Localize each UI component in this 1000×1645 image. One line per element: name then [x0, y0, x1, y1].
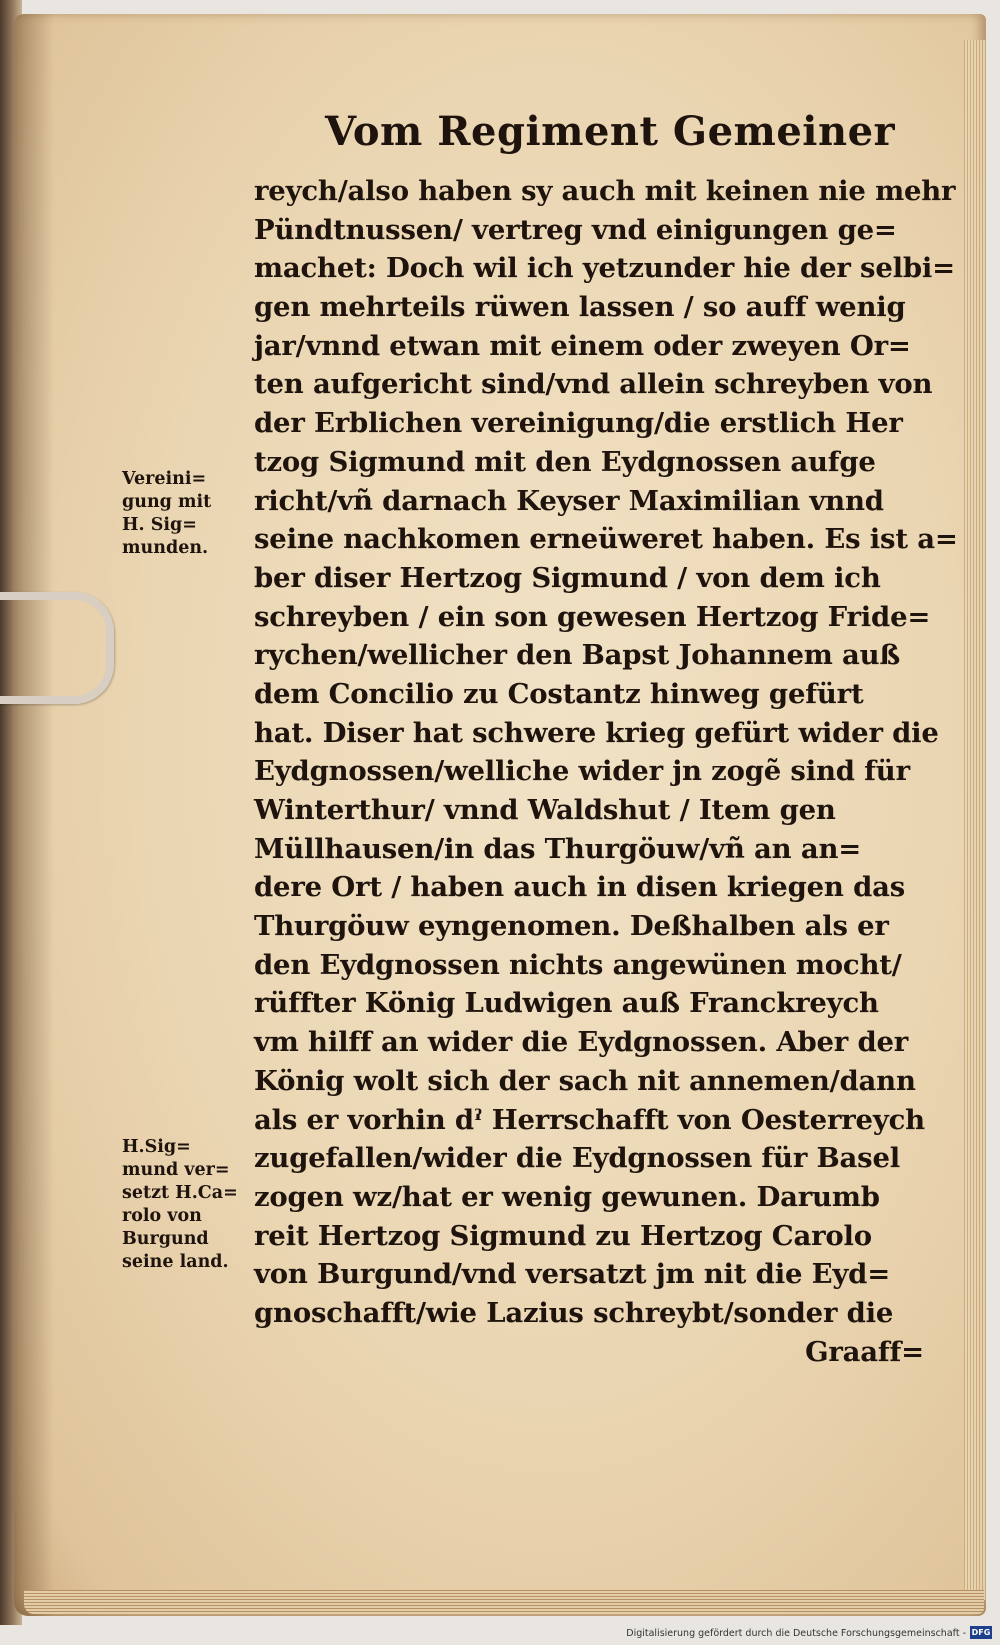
text-line: zugefallen/wider die Eydgnossen für Basel	[254, 1142, 900, 1175]
text-line: von Burgund/vnd versatzt jm nit die Eyd=	[254, 1258, 891, 1291]
margin-note-line: setzt H.Ca=	[122, 1183, 238, 1203]
text-line: ten aufgericht sind/vnd allein schreyben von	[254, 368, 933, 401]
text-line: ber diser Hertzog Sigmund / von dem ich	[254, 561, 881, 594]
text-line: tzog Sigmund mit den Eydgnossen aufge	[254, 445, 876, 478]
running-heading: Vom Regiment Gemeiner	[325, 108, 896, 155]
text-line: Pündtnussen/ vertreg vnd einigungen ge=	[254, 213, 897, 246]
dfg-logo: DFG	[971, 1628, 991, 1637]
margin-note-versetzung	[122, 1136, 238, 1274]
text-line: rychen/wellicher den Bapst Johannem auß	[254, 639, 901, 672]
margin-note-line: rolo von	[122, 1206, 202, 1226]
text-line: Thurgöuw eyngenomen. Deßhalben als er	[254, 910, 889, 943]
text-line: gen mehrteils rüwen lassen / so auff wenig	[254, 291, 906, 324]
margin-note-vereinigung	[122, 468, 211, 560]
text-line: zogen wz/hat er wenig gewunen. Darumb	[254, 1180, 880, 1213]
page-edges-right	[964, 40, 986, 1600]
text-line: jar/vnnd etwan mit einem oder zweyen Or=	[254, 329, 911, 362]
margin-note-line: Burgund	[122, 1229, 209, 1249]
margin-note-line: munden.	[122, 538, 209, 558]
text-line: schreyben / ein son gewesen Hertzog Fride=	[254, 600, 931, 633]
text-line: gnoschafft/wie Lazius schreybt/sonder die	[254, 1296, 894, 1329]
paper-clip-marker	[0, 592, 114, 704]
margin-note-line: seine land.	[122, 1252, 229, 1272]
text-line: machet: Doch wil ich yetzunder hie der selbi=	[254, 252, 955, 285]
text-line: Müllhausen/in das Thurgöuw/vñ an an=	[254, 832, 862, 865]
text-line: als er vorhin dˀ Herrschafft von Oesterreych	[254, 1103, 925, 1136]
margin-note-line: H.Sig=	[122, 1137, 191, 1157]
text-line: reit Hertzog Sigmund zu Hertzog Carolo	[254, 1219, 872, 1252]
text-line: den Eydgnossen nichts angewünen mocht/	[254, 948, 902, 981]
margin-note-line: H. Sig=	[122, 515, 197, 535]
digitization-credit: Digitalisierung gefördert durch die Deutsche Forschungsgemeinschaft -	[626, 1628, 966, 1639]
margin-note-line: mund ver=	[122, 1160, 230, 1180]
page-gutter-shadow	[14, 14, 54, 1616]
text-line: seine nachkomen erneüweret haben. Es ist a=	[254, 523, 958, 556]
text-line: reych/also haben sy auch mit keinen nie mehr	[254, 175, 956, 207]
text-line: dem Concilio zu Costantz hinweg gefürt	[254, 677, 864, 710]
page-edges-bottom	[24, 1590, 984, 1614]
text-line: König wolt sich der sach nit annemen/dann	[254, 1064, 916, 1097]
margin-note-line: gung mit	[122, 492, 212, 512]
text-line: Eydgnossen/welliche wider jn zogẽ sind für	[254, 755, 910, 788]
text-line: vm hilff an wider die Eydgnossen. Aber der	[254, 1026, 909, 1059]
text-line: dere Ort / haben auch in disen kriegen das	[254, 871, 905, 904]
text-line: Winterthur/ vnnd Waldshut / Item gen	[254, 794, 836, 826]
text-line: hat. Diser hat schwere krieg gefürt wider die	[254, 716, 939, 749]
body-text	[254, 172, 958, 1371]
margin-note-line: Vereini=	[122, 469, 207, 489]
text-line: rüffter König Ludwigen auß Franckreych	[254, 987, 879, 1020]
text-line: richt/vñ darnach Keyser Maximilian vnnd	[254, 484, 884, 517]
catchword: Graaff=	[805, 1335, 924, 1368]
text-line: der Erblichen vereinigung/die erstlich Her	[254, 407, 903, 440]
